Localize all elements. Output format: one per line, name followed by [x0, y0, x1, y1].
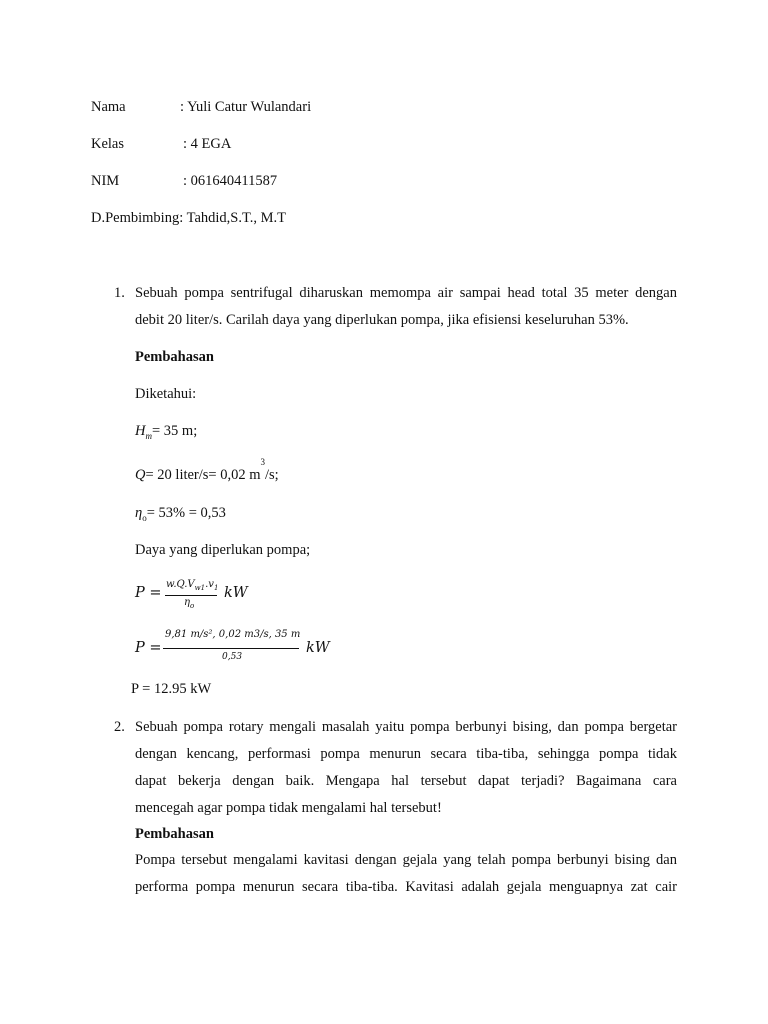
formula-1-unit: kW — [224, 585, 248, 601]
formula-1-numerator — [166, 579, 218, 592]
pembahasan-1-heading: Pembahasan — [135, 349, 214, 365]
question-1-number: 1. — [114, 285, 125, 301]
head-value: = 35 m; — [151, 423, 198, 439]
result-line: P = 12.95 kW — [131, 681, 212, 697]
nama-label: Nama — [91, 99, 126, 115]
formula-1-numerator-tail-sub: 1 — [213, 584, 219, 592]
formula-1-numerator-sub: w1 — [194, 584, 206, 592]
formula-1-numerator-tail: .v — [205, 579, 214, 590]
debit-symbol: Q — [135, 467, 146, 483]
question-1-line-1: Sebuah pompa sentrifugal diharuskan memompa air sampai head total 35 meter dengan — [135, 285, 677, 301]
efficiency-symbol: η — [135, 505, 143, 521]
debit-superscript: 3 — [260, 457, 266, 467]
question-1-line-2: debit 20 liter/s. Carilah daya yang diperlukan pompa, jika efisiensi keseluruhan 53%. — [135, 312, 629, 328]
efficiency-value: = 53% = 0,53 — [146, 505, 226, 521]
debit-value-line — [135, 457, 279, 484]
daya-label: Daya yang diperlukan pompa; — [135, 542, 311, 558]
formula-2-unit: kW — [306, 640, 330, 656]
formula-2-fraction-bar — [163, 648, 299, 649]
pembimbing-line: D.Pembimbing: Tahdid,S.T., M.T — [91, 210, 287, 226]
nama-value: : Yuli Catur Wulandari — [180, 99, 312, 115]
question-2-line-3: dapat bekerja dengan baik. Mengapa hal tersebut dapat terjadi? Bagaimana cara — [135, 773, 677, 789]
answer-2-line-1: Pompa tersebut mengalami kavitasi dengan gejala yang telah pompa berbunyi bising dan — [135, 852, 677, 868]
nim-value: : 061640411587 — [183, 173, 278, 189]
question-2-line-4: mencegah agar pompa tidak mengalami hal tersebut! — [135, 800, 442, 816]
pembahasan-2-heading: Pembahasan — [135, 826, 214, 842]
formula-2-denominator: 0,53 — [222, 652, 243, 662]
formula-2-lhs: P = — [135, 640, 162, 656]
question-2-line-2: dengan kencang, performasi pompa menurun secara tiba-tiba, sehingga pompa tidak — [135, 746, 677, 762]
answer-2-line-2: performa pompa menurun secara tiba-tiba. Kavitasi adalah gejala menguapnya zat cair — [135, 879, 677, 895]
formula-1-fraction-bar — [165, 595, 217, 596]
head-value-line — [135, 423, 197, 441]
kelas-value: : 4 EGA — [183, 136, 232, 152]
head-symbol: H — [135, 423, 146, 439]
nim-label: NIM — [91, 173, 120, 189]
debit-unit: /s; — [265, 467, 279, 483]
diketahui-label: Diketahui: — [135, 386, 197, 402]
formula-2-numerator: 9,81 m/s², 0,02 m3/s, 35 m — [165, 629, 301, 640]
formula-1-denominator-main: η — [184, 597, 190, 608]
formula-1-denominator-sub: o — [190, 602, 195, 610]
formula-1-denominator — [184, 597, 194, 610]
debit-value: = 20 liter/s= 0,02 m — [145, 467, 261, 483]
efficiency-subscript: o — [142, 512, 147, 523]
question-2-line-1: Sebuah pompa rotary mengali masalah yaitu pompa berbunyi bising, dan pompa bergetar — [135, 719, 677, 735]
formula-1-numerator-main: w.Q.V — [166, 579, 195, 590]
question-2-number: 2. — [114, 719, 125, 735]
efficiency-value-line — [135, 505, 226, 523]
kelas-label: Kelas — [91, 136, 125, 152]
formula-1-lhs: P = — [135, 585, 162, 601]
head-subscript: m — [145, 430, 152, 441]
